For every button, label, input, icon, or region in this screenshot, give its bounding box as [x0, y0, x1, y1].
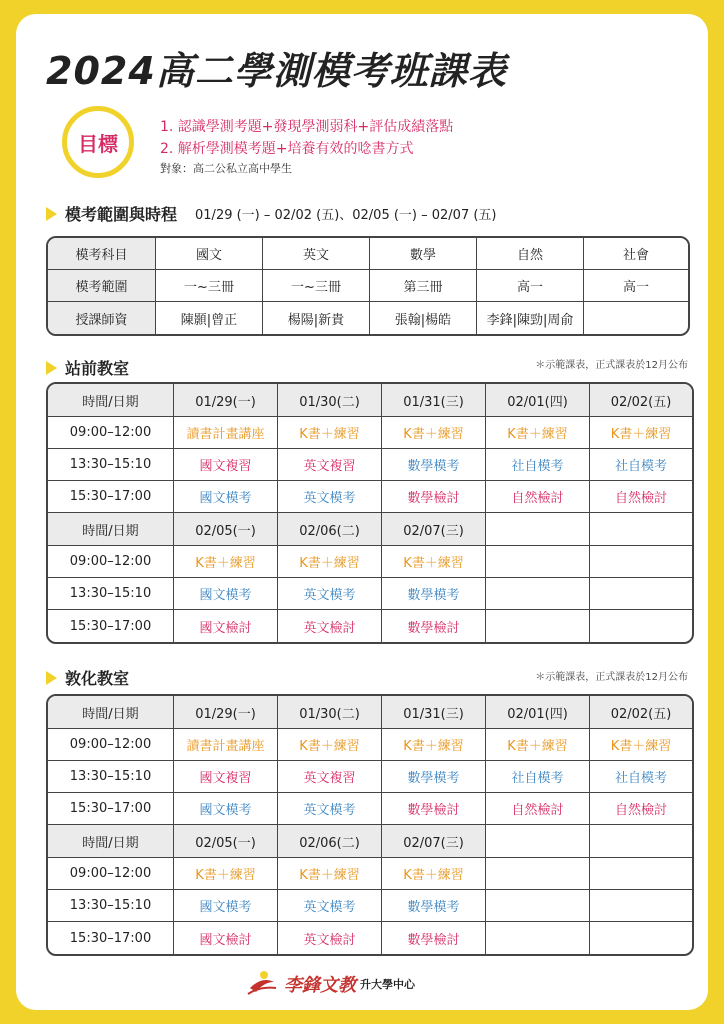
exam-cell: 英文 — [263, 238, 370, 270]
schedule-row — [48, 578, 692, 610]
session-cell: K書＋練習 — [174, 546, 278, 578]
session-cell — [486, 610, 590, 642]
session-cell: 英文模考 — [278, 578, 382, 610]
date-header: 02/06(二) — [278, 825, 382, 858]
page-title: 2024高二學測模考班課表 — [46, 49, 507, 93]
time-slot: 15:30–17:00 — [48, 610, 174, 642]
session-cell: K書＋練習 — [278, 546, 382, 578]
exam-row-label: 模考科目 — [48, 238, 156, 270]
schedule-header-row — [48, 384, 692, 417]
exam-cell: 數學 — [370, 238, 477, 270]
session-cell: 數學模考 — [382, 578, 486, 610]
schedule-row — [48, 761, 692, 793]
session-cell — [486, 546, 590, 578]
exam-row-label: 模考範圍 — [48, 270, 156, 302]
time-slot: 09:00–12:00 — [48, 417, 174, 449]
session-cell: 社自模考 — [590, 761, 692, 793]
schedule-row — [48, 858, 692, 890]
goal-list — [160, 116, 453, 178]
exam-cell: 第三冊 — [370, 270, 477, 302]
session-cell: 英文檢討 — [278, 610, 382, 642]
exam-cell: 一~三冊 — [156, 270, 263, 302]
time-slot: 09:00–12:00 — [48, 858, 174, 890]
date-header: 01/29(一) — [174, 696, 278, 729]
time-slot: 15:30–17:00 — [48, 793, 174, 825]
schedule-row — [48, 449, 692, 481]
date-header — [486, 825, 590, 858]
session-cell: 數學檢討 — [382, 922, 486, 954]
goal-badge — [62, 106, 134, 178]
time-slot: 09:00–12:00 — [48, 729, 174, 761]
session-cell: 數學檢討 — [382, 610, 486, 642]
session-cell: 英文模考 — [278, 481, 382, 513]
brand-name: 李鋒文教 — [284, 975, 356, 996]
session-cell: K書＋練習 — [382, 858, 486, 890]
session-cell — [486, 890, 590, 922]
schedule-header-row — [48, 825, 692, 858]
schedule-table-zhanqian — [46, 382, 694, 644]
session-cell — [590, 546, 692, 578]
exam-cell: 高一 — [584, 270, 688, 302]
exam-section-heading — [46, 202, 497, 225]
exam-cell: 自然 — [477, 238, 584, 270]
session-cell: K書＋練習 — [278, 729, 382, 761]
session-cell: 數學模考 — [382, 761, 486, 793]
classroom-name: 敦化教室 — [65, 669, 130, 688]
exam-dates: 01/29 (一) – 02/02 (五)、02/05 (一) – 02/07 (五) — [195, 208, 497, 223]
schedule-row — [48, 417, 692, 449]
exam-heading-label: 模考範圍與時程 — [65, 205, 178, 224]
session-cell: 數學模考 — [382, 449, 486, 481]
session-cell: 自然檢討 — [486, 481, 590, 513]
session-cell — [486, 858, 590, 890]
session-cell: K書＋練習 — [382, 729, 486, 761]
time-slot: 15:30–17:00 — [48, 481, 174, 513]
exam-row — [48, 270, 688, 302]
session-cell — [590, 890, 692, 922]
session-cell: 英文複習 — [278, 761, 382, 793]
session-cell: 社自模考 — [486, 449, 590, 481]
date-header: 01/29(一) — [174, 384, 278, 417]
exam-cell: 高一 — [477, 270, 584, 302]
time-slot: 13:30–15:10 — [48, 449, 174, 481]
session-cell: 自然檢討 — [486, 793, 590, 825]
session-cell: 自然檢討 — [590, 481, 692, 513]
schedule-note: ＊示範課表，正式課表於12月公布 — [535, 672, 688, 683]
session-cell: K書＋練習 — [278, 858, 382, 890]
time-date-header: 時間/日期 — [48, 825, 174, 858]
schedule-row — [48, 481, 692, 513]
classroom-heading-1 — [46, 356, 129, 379]
goal-badge-label: 目標 — [78, 131, 118, 156]
session-cell: 讀書計畫講座 — [174, 417, 278, 449]
schedule-row — [48, 922, 692, 954]
session-cell: 英文模考 — [278, 890, 382, 922]
brand-subtitle: 升大學中心 — [360, 978, 415, 991]
session-cell: 數學檢討 — [382, 481, 486, 513]
session-cell: 國文模考 — [174, 890, 278, 922]
session-cell — [486, 578, 590, 610]
date-header: 02/01(四) — [486, 384, 590, 417]
session-cell: 社自模考 — [486, 761, 590, 793]
date-header: 01/30(二) — [278, 384, 382, 417]
schedule-row — [48, 610, 692, 642]
session-cell: K書＋練習 — [486, 729, 590, 761]
schedule-table-dunhua — [46, 694, 694, 956]
session-cell: 數學模考 — [382, 890, 486, 922]
date-header — [590, 825, 692, 858]
goal-line-2: 2. 解析學測模考題+培養有效的唸書方式 — [160, 141, 414, 157]
session-cell: 自然檢討 — [590, 793, 692, 825]
session-cell — [486, 922, 590, 954]
session-cell — [590, 578, 692, 610]
schedule-row — [48, 890, 692, 922]
session-cell: 國文檢討 — [174, 922, 278, 954]
exam-row — [48, 238, 688, 270]
session-cell: 社自模考 — [590, 449, 692, 481]
exam-cell: 陳顥|曾正 — [156, 302, 263, 334]
goal-line-1: 1. 認識學測考題+發現學測弱科+評估成績落點 — [160, 119, 454, 135]
schedule-row — [48, 729, 692, 761]
date-header — [486, 513, 590, 546]
session-cell: K書＋練習 — [590, 729, 692, 761]
exam-cell: 國文 — [156, 238, 263, 270]
date-header: 02/06(二) — [278, 513, 382, 546]
session-cell: 國文複習 — [174, 761, 278, 793]
exam-cell: 一~三冊 — [263, 270, 370, 302]
schedule-header-row — [48, 696, 692, 729]
session-cell — [590, 922, 692, 954]
session-cell: 國文模考 — [174, 481, 278, 513]
session-cell: 英文複習 — [278, 449, 382, 481]
date-header: 02/02(五) — [590, 696, 692, 729]
date-header: 02/05(一) — [174, 825, 278, 858]
schedule-header-row — [48, 513, 692, 546]
time-date-header: 時間/日期 — [48, 513, 174, 546]
time-slot: 13:30–15:10 — [48, 578, 174, 610]
schedule-note: ＊示範課表，正式課表於12月公布 — [535, 360, 688, 371]
date-header — [590, 513, 692, 546]
date-header: 02/01(四) — [486, 696, 590, 729]
session-cell: K書＋練習 — [174, 858, 278, 890]
session-cell: 英文模考 — [278, 793, 382, 825]
date-header: 02/05(一) — [174, 513, 278, 546]
exam-cell: 楊陽|新貴 — [263, 302, 370, 334]
date-header: 01/31(三) — [382, 384, 486, 417]
exam-cell: 張翰|楊皓 — [370, 302, 477, 334]
schedule-row — [48, 793, 692, 825]
date-header: 02/07(三) — [382, 825, 486, 858]
triangle-bullet-icon — [46, 361, 57, 375]
session-cell: K書＋練習 — [382, 546, 486, 578]
session-cell: K書＋練習 — [590, 417, 692, 449]
classroom-name: 站前教室 — [65, 359, 130, 378]
triangle-bullet-icon — [46, 207, 57, 221]
exam-row — [48, 302, 688, 334]
time-date-header: 時間/日期 — [48, 696, 174, 729]
exam-cell: 李鋒|陳勁|周俞 — [477, 302, 584, 334]
time-slot: 13:30–15:10 — [48, 761, 174, 793]
exam-table — [46, 236, 690, 336]
triangle-bullet-icon — [46, 671, 57, 685]
session-cell: 國文模考 — [174, 578, 278, 610]
footer-brand — [246, 970, 415, 998]
date-header: 02/07(三) — [382, 513, 486, 546]
session-cell: K書＋練習 — [382, 417, 486, 449]
session-cell: 國文檢討 — [174, 610, 278, 642]
session-cell — [590, 610, 692, 642]
exam-row-label: 授課師資 — [48, 302, 156, 334]
date-header: 01/31(三) — [382, 696, 486, 729]
time-date-header: 時間/日期 — [48, 384, 174, 417]
session-cell: K書＋練習 — [486, 417, 590, 449]
session-cell: K書＋練習 — [278, 417, 382, 449]
date-header: 02/02(五) — [590, 384, 692, 417]
leefeng-logo-icon — [246, 970, 278, 998]
schedule-row — [48, 546, 692, 578]
session-cell: 國文模考 — [174, 793, 278, 825]
session-cell: 英文檢討 — [278, 922, 382, 954]
session-cell: 數學檢討 — [382, 793, 486, 825]
exam-cell: 社會 — [584, 238, 688, 270]
session-cell — [590, 858, 692, 890]
classroom-heading-2 — [46, 666, 129, 689]
time-slot: 15:30–17:00 — [48, 922, 174, 954]
session-cell: 國文複習 — [174, 449, 278, 481]
session-cell: 讀書計畫講座 — [174, 729, 278, 761]
target-audience: 對象：高二公私立高中學生 — [160, 162, 292, 175]
time-slot: 13:30–15:10 — [48, 890, 174, 922]
exam-cell — [584, 302, 688, 334]
time-slot: 09:00–12:00 — [48, 546, 174, 578]
date-header: 01/30(二) — [278, 696, 382, 729]
